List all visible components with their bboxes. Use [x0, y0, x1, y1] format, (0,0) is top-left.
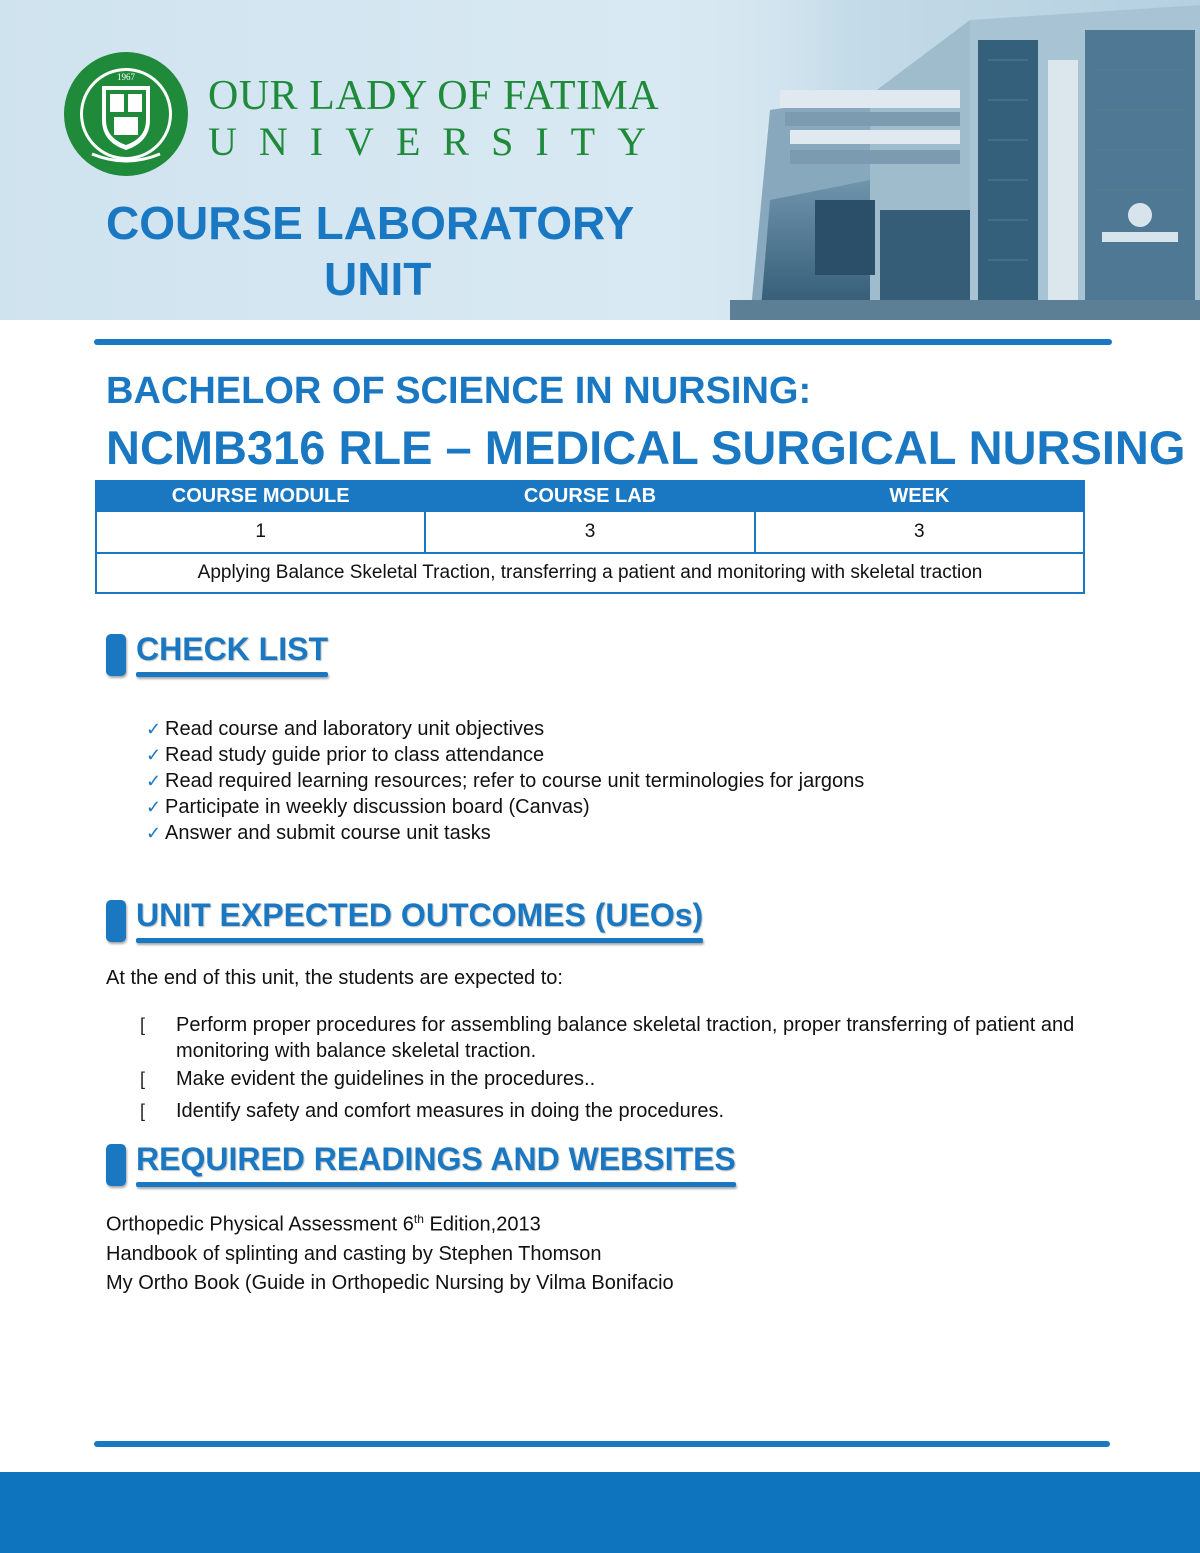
- list-item: [146, 768, 864, 794]
- checklist-title: CHECK LIST: [136, 631, 328, 667]
- checklist-heading: [106, 630, 328, 677]
- list-item: [146, 794, 864, 820]
- ueo-item-text: Perform proper procedures for assembling balance skeletal traction, proper transferring of patient and monitoring with balance skeletal traction.: [176, 1014, 1075, 1062]
- table-row: [96, 553, 1084, 593]
- program-title: BACHELOR OF SCIENCE IN NURSING:: [106, 370, 812, 412]
- checkmark-icon: ✓: [146, 823, 162, 843]
- readings-heading: [106, 1140, 736, 1187]
- ueo-item-text: Make evident the guidelines in the procedures..: [176, 1068, 596, 1090]
- university-name-line1: OUR LADY OF FATIMA: [208, 73, 660, 119]
- ueo-title: UNIT EXPECTED OUTCOMES (UEOs): [136, 897, 704, 933]
- section-marker: [106, 634, 126, 676]
- ueo-heading: [106, 896, 703, 943]
- checklist-item-text: Participate in weekly discussion board (Canvas): [165, 796, 590, 818]
- readings-list: [106, 1205, 674, 1298]
- list-item: [140, 1012, 1100, 1064]
- bullet-icon: [: [140, 1069, 146, 1089]
- reading-text: Edition,2013: [423, 1213, 541, 1236]
- footer-bar: [0, 1472, 1200, 1553]
- university-seal-icon: [62, 50, 190, 178]
- unit-label-line2: UNIT: [324, 253, 432, 305]
- ueo-item-text: Identify safety and comfort measures in doing the procedures.: [176, 1100, 725, 1122]
- list-item: [146, 716, 864, 742]
- readings-title: REQUIRED READINGS AND WEBSITES: [136, 1141, 736, 1177]
- value-course-lab: 3: [425, 511, 754, 553]
- university-name-line2: UNIVERSITY: [208, 119, 668, 164]
- table-header-row: [96, 481, 1084, 511]
- header-course-module: COURSE MODULE: [96, 481, 425, 511]
- lab-description: Applying Balance Skeletal Traction, transferring a patient and monitoring with skeletal traction: [96, 553, 1084, 593]
- course-title: NCMB316 RLE – MEDICAL SURGICAL NURSING: [106, 421, 1186, 474]
- checklist: [146, 716, 864, 846]
- checkmark-icon: ✓: [146, 771, 162, 791]
- checkmark-icon: ✓: [146, 797, 162, 817]
- section-marker: [106, 1144, 126, 1186]
- top-divider: [94, 339, 1112, 345]
- reading-item: Handbook of splinting and casting by Stephen Thomson: [106, 1242, 602, 1265]
- checklist-item-text: Read course and laboratory unit objectives: [165, 718, 545, 740]
- reading-item: My Ortho Book (Guide in Orthopedic Nursing by Vilma Bonifacio: [106, 1271, 674, 1294]
- header-week: WEEK: [755, 481, 1084, 511]
- header-course-lab: COURSE LAB: [425, 481, 754, 511]
- campus-building-image: [730, 0, 1200, 320]
- list-item: [140, 1098, 1100, 1124]
- seal-year: 1967: [117, 72, 135, 82]
- checklist-item-text: Answer and submit course unit tasks: [165, 822, 491, 844]
- table-row: [96, 511, 1084, 553]
- reading-superscript: th: [413, 1212, 424, 1226]
- reading-text: Orthopedic Physical Assessment 6: [106, 1213, 414, 1236]
- header-banner: [0, 0, 1200, 320]
- list-item: [146, 820, 864, 846]
- section-underline: [136, 938, 703, 943]
- list-item: [140, 1066, 1100, 1092]
- checkmark-icon: ✓: [146, 745, 162, 765]
- bottom-divider: [94, 1441, 1110, 1447]
- value-week: 3: [755, 511, 1084, 553]
- unit-label-line1: COURSE LABORATORY: [106, 197, 635, 249]
- reading-item: [106, 1205, 674, 1240]
- value-course-module: 1: [96, 511, 425, 553]
- list-item: [146, 742, 864, 768]
- checkmark-icon: ✓: [146, 719, 162, 739]
- ueo-list: [140, 1012, 1100, 1126]
- checklist-item-text: Read study guide prior to class attendance: [165, 744, 545, 766]
- ueo-intro: At the end of this unit, the students are expected to:: [106, 967, 563, 989]
- bullet-icon: [: [140, 1101, 146, 1121]
- section-underline: [136, 672, 328, 677]
- section-marker: [106, 900, 126, 942]
- section-underline: [136, 1182, 736, 1187]
- bullet-icon: [: [140, 1015, 146, 1035]
- checklist-item-text: Read required learning resources; refer to course unit terminologies for jargons: [165, 770, 865, 792]
- course-info-table: [95, 480, 1085, 594]
